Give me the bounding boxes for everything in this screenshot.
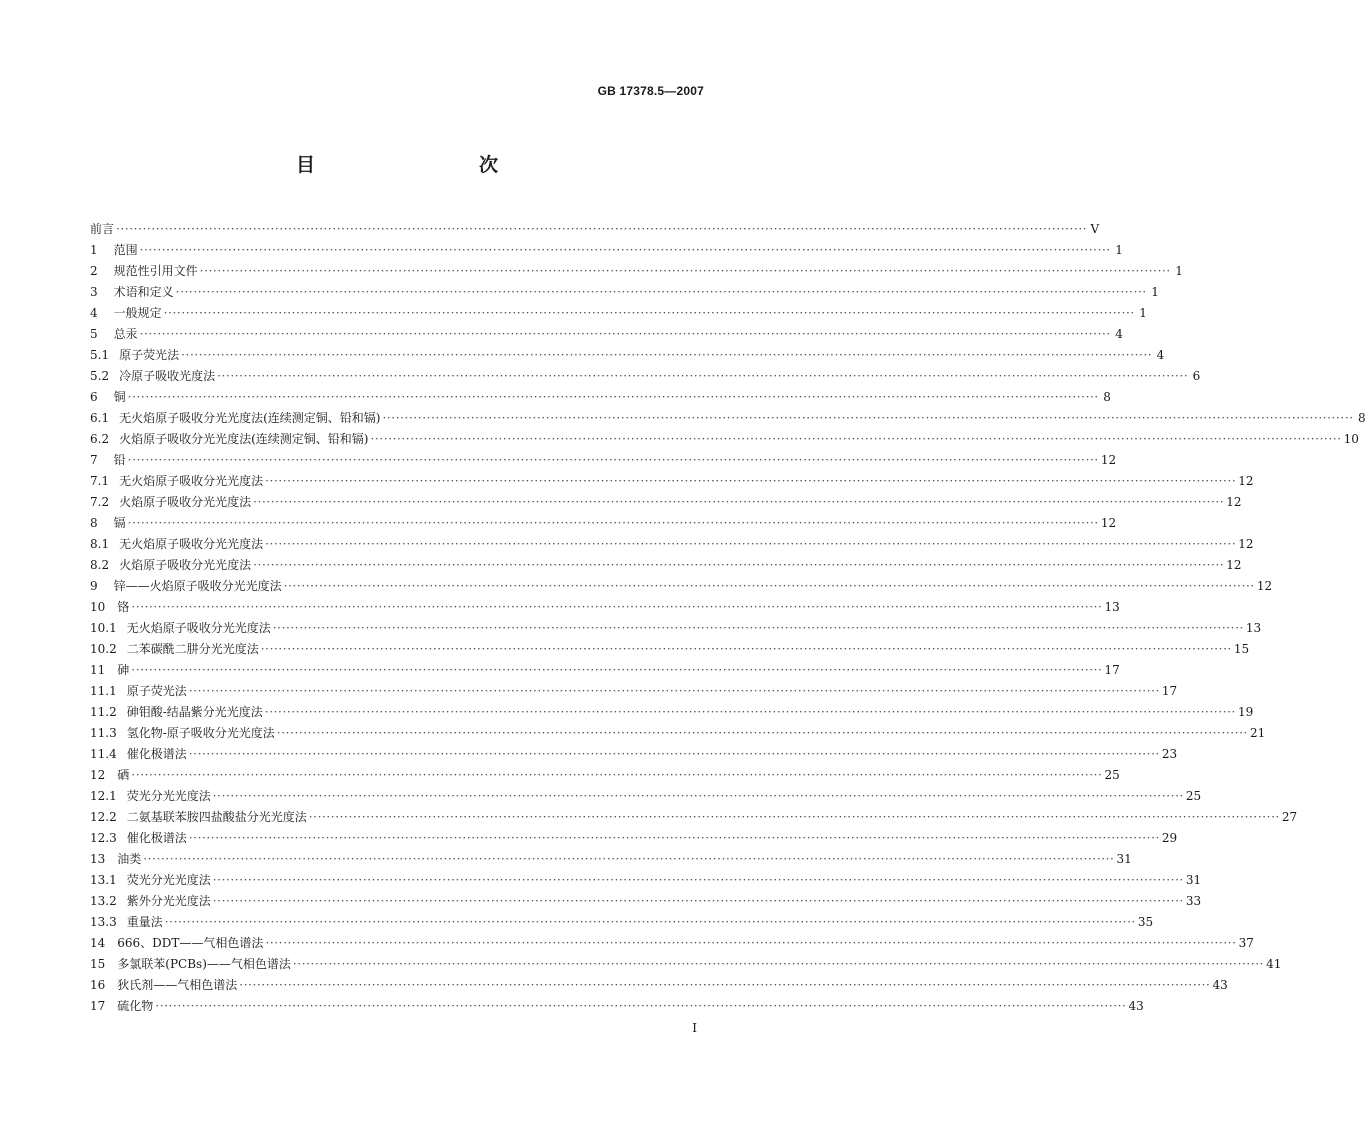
toc-entry[interactable] xyxy=(90,429,1359,450)
toc-entry-title: 无火焰原子吸收分光光度法 xyxy=(119,537,264,551)
toc-entry-number: 11 xyxy=(90,663,106,677)
toc-entry-number: 5.1 xyxy=(90,348,110,362)
toc-entry-title: 催化极谱法 xyxy=(126,831,187,845)
toc-leader-dots: ···························································································································································································································· xyxy=(212,789,1184,803)
toc-entry-number: 12.1 xyxy=(90,789,117,803)
toc-entry[interactable] xyxy=(90,849,1132,870)
toc-entry[interactable] xyxy=(90,576,1273,597)
toc-entry[interactable] xyxy=(90,891,1202,912)
toc-leader-dots: ···························································································································································································································· xyxy=(131,600,1103,614)
toc-entry[interactable] xyxy=(90,513,1117,534)
toc-entry-page: 8 xyxy=(1103,390,1111,404)
toc-leader-dots: ···························································································································································································································· xyxy=(127,390,1099,404)
toc-entry-number: 12.2 xyxy=(90,810,117,824)
toc-entry-number: 13.3 xyxy=(90,915,117,929)
toc-entry-number: 5 xyxy=(90,327,98,341)
toc-entry-title: 规范性引用文件 xyxy=(113,264,198,278)
toc-leader-dots: ···························································································································································································································· xyxy=(217,369,1189,383)
toc-leader-dots: ···························································································································································································································· xyxy=(127,516,1099,530)
toc-entry-page: 25 xyxy=(1104,768,1120,782)
toc-entry-title: 无火焰原子吸收分光光度法(连续测定铜、铅和镉) xyxy=(119,411,381,425)
toc-entry[interactable] xyxy=(90,534,1254,555)
toc-entry-title: 重量法 xyxy=(126,915,163,929)
toc-entry-page: 12 xyxy=(1238,537,1254,551)
toc-entry-title: 无火焰原子吸收分光光度法 xyxy=(126,621,271,635)
toc-entry-number: 10.2 xyxy=(90,642,117,656)
standard-code-header: GB 17378.5—2007 xyxy=(597,84,704,98)
toc-entry-page: 33 xyxy=(1185,894,1202,908)
toc-leader-dots: ···························································································································································································································· xyxy=(265,936,1237,950)
toc-entry[interactable] xyxy=(90,786,1202,807)
toc-leader-dots: ···························································································································································································································· xyxy=(163,306,1135,320)
toc-entry-number: 2 xyxy=(90,264,98,278)
toc-entry-page: 27 xyxy=(1281,810,1298,824)
toc-entry[interactable] xyxy=(90,702,1254,723)
toc-entry-page: 1 xyxy=(1151,285,1159,299)
toc-entry[interactable] xyxy=(90,828,1178,849)
toc-entry-page: 13 xyxy=(1104,600,1120,614)
toc-leader-dots: ···························································································································································································································· xyxy=(188,831,1160,845)
toc-leader-dots: ···························································································································································································································· xyxy=(265,537,1237,551)
toc-entry[interactable] xyxy=(90,807,1298,828)
toc-entry[interactable] xyxy=(90,387,1111,408)
toc-entry-title: 油类 xyxy=(117,852,142,866)
toc-entry[interactable] xyxy=(90,954,1282,975)
toc-entry-number: 15 xyxy=(90,957,106,971)
toc-entry-number: 7.2 xyxy=(90,495,110,509)
toc-entry-number: 6.2 xyxy=(90,432,110,446)
toc-entry[interactable] xyxy=(90,681,1178,702)
toc-entry-number: 8.1 xyxy=(90,537,110,551)
toc-entry-title: 多氯联苯(PCBs)——气相色谱法 xyxy=(117,957,291,971)
toc-entry-page: 37 xyxy=(1238,936,1254,950)
toc-entry-title: 硫化物 xyxy=(117,999,154,1013)
toc-entry[interactable] xyxy=(90,303,1147,324)
toc-entry-number: 10.1 xyxy=(90,621,117,635)
toc-entry-page: 4 xyxy=(1156,348,1165,362)
toc-entry[interactable] xyxy=(90,870,1202,891)
toc-leader-dots: ···························································································································································································································· xyxy=(116,222,1088,236)
toc-entry[interactable] xyxy=(90,660,1120,681)
toc-entry[interactable] xyxy=(90,471,1254,492)
toc-entry-title: 术语和定义 xyxy=(113,285,174,299)
toc-entry-page: 31 xyxy=(1116,852,1132,866)
toc-entry-number: 6.1 xyxy=(90,411,110,425)
toc-entry-title: 硒 xyxy=(117,768,130,782)
toc-entry-title: 砷 xyxy=(117,663,130,677)
toc-entry[interactable] xyxy=(90,723,1266,744)
toc-entry[interactable] xyxy=(90,639,1250,660)
toc-entry-title: 铅 xyxy=(113,453,126,467)
toc-entry-page: 29 xyxy=(1161,831,1178,845)
toc-entry[interactable] xyxy=(90,282,1159,303)
toc-entry-number: 4 xyxy=(90,306,98,320)
toc-entry-page: 4 xyxy=(1115,327,1123,341)
toc-leader-dots: ···························································································································································································································· xyxy=(264,705,1236,719)
toc-leader-dots: ···························································································································································································································· xyxy=(239,978,1211,992)
toc-entry-number: 13.1 xyxy=(90,873,117,887)
toc-entry-number: 8 xyxy=(90,516,98,530)
toc-entry-title: 荧光分光光度法 xyxy=(126,873,211,887)
toc-leader-dots: ···························································································································································································································· xyxy=(292,957,1265,971)
toc-entry[interactable] xyxy=(90,492,1242,513)
toc-leader-dots: ···························································································································································································································· xyxy=(370,432,1342,446)
toc-entry[interactable] xyxy=(90,450,1117,471)
toc-entry-title: 原子荧光法 xyxy=(126,684,187,698)
toc-leader-dots: ···························································································································································································································· xyxy=(276,726,1248,740)
toc-entry[interactable] xyxy=(90,912,1154,933)
toc-entry-number: 6 xyxy=(90,390,98,404)
toc-leader-dots: ···························································································································································································································· xyxy=(260,642,1232,656)
toc-entry-page: 12 xyxy=(1100,453,1117,467)
toc-entry-page: 1 xyxy=(1139,306,1147,320)
toc-entry-page: 43 xyxy=(1128,999,1144,1013)
toc-entry-number: 11.4 xyxy=(90,747,117,761)
toc-entry-number: 11.3 xyxy=(90,726,117,740)
toc-entry-page: 43 xyxy=(1212,978,1228,992)
toc-entry[interactable] xyxy=(90,324,1123,345)
toc-entry-number: 14 xyxy=(90,936,106,950)
toc-entry-page: 1 xyxy=(1175,264,1183,278)
toc-leader-dots: ···························································································································································································································· xyxy=(139,243,1111,257)
toc-leader-dots: ···························································································································································································································· xyxy=(265,474,1237,488)
toc-leader-dots: ···························································································································································································································· xyxy=(143,852,1115,866)
toc-entry-page: 31 xyxy=(1185,873,1202,887)
toc-entry-page: 12 xyxy=(1256,579,1273,593)
toc-leader-dots: ···························································································································································································································· xyxy=(127,453,1099,467)
toc-entry-number: 13 xyxy=(90,852,106,866)
toc-entry-number: 5.2 xyxy=(90,369,110,383)
toc-leader-dots: ···························································································································································································································· xyxy=(139,327,1111,341)
toc-entry-title: 一般规定 xyxy=(113,306,162,320)
toc-entry-page: 17 xyxy=(1104,663,1120,677)
toc-entry[interactable] xyxy=(90,261,1183,282)
toc-entry-number: 11.1 xyxy=(90,684,117,698)
toc-entry-page: 12 xyxy=(1238,474,1254,488)
toc-entry[interactable] xyxy=(90,366,1201,387)
toc-entry-title: 催化极谱法 xyxy=(126,747,187,761)
toc-entry-title: 无火焰原子吸收分光光度法 xyxy=(119,474,264,488)
toc-leader-dots: ···························································································································································································································· xyxy=(175,285,1147,299)
toc-entry[interactable] xyxy=(90,744,1178,765)
toc-entry-title: 666、DDT——气相色谱法 xyxy=(117,936,264,950)
toc-entry-page: 6 xyxy=(1192,369,1201,383)
toc-leader-dots: ···························································································································································································································· xyxy=(181,348,1153,362)
toc-leader-dots: ···························································································································································································································· xyxy=(188,747,1160,761)
toc-entry-title: 砷钼酸-结晶紫分光光度法 xyxy=(126,705,263,719)
toc-entry-number: 17 xyxy=(90,999,106,1013)
page-number: I xyxy=(692,1021,697,1035)
toc-entry-title: 二氨基联苯胺四盐酸盐分光光度法 xyxy=(126,810,307,824)
toc-entry[interactable] xyxy=(90,975,1228,996)
toc-entry-title: 冷原子吸收光度法 xyxy=(119,369,216,383)
toc-entry-number: 13.2 xyxy=(90,894,117,908)
toc-entry-page: 23 xyxy=(1161,747,1178,761)
toc-entry[interactable] xyxy=(90,240,1123,261)
toc-leader-dots: ···························································································································································································································· xyxy=(283,579,1255,593)
toc-entry-title: 总汞 xyxy=(113,327,138,341)
toc-entry-page: 1 xyxy=(1115,243,1123,257)
toc-entry-title: 氢化物-原子吸收分光光度法 xyxy=(126,726,275,740)
toc-entry-page: 15 xyxy=(1233,642,1250,656)
toc-leader-dots: ···························································································································································································································· xyxy=(253,495,1225,509)
toc-entry-number: 7.1 xyxy=(90,474,110,488)
toc-entry[interactable] xyxy=(90,345,1165,366)
toc-entry-title: 火焰原子吸收分光光度法(连续测定铜、铅和镉) xyxy=(119,432,369,446)
toc-entry-page: 8 xyxy=(1358,411,1366,425)
table-of-contents xyxy=(90,219,1366,1017)
toc-entry-page: 13 xyxy=(1245,621,1262,635)
toc-leader-dots: ···························································································································································································································· xyxy=(131,768,1103,782)
toc-entry-title: 镉 xyxy=(113,516,126,530)
toc-entry-number: 12.3 xyxy=(90,831,117,845)
toc-entry-page: 17 xyxy=(1161,684,1178,698)
toc-entry-title: 范围 xyxy=(113,243,138,257)
toc-entry-number: 1 xyxy=(90,243,98,257)
toc-leader-dots: ···························································································································································································································· xyxy=(382,411,1354,425)
toc-entry-page: 19 xyxy=(1237,705,1254,719)
toc-entry-title: 火焰原子吸收分光光度法 xyxy=(119,558,252,572)
toc-entry[interactable] xyxy=(90,219,1100,240)
toc-entry-number: 12 xyxy=(90,768,106,782)
toc-leader-dots: ···························································································································································································································· xyxy=(155,999,1127,1013)
toc-entry[interactable] xyxy=(90,996,1144,1017)
toc-entry-title: 铜 xyxy=(113,390,126,404)
toc-entry[interactable] xyxy=(90,765,1120,786)
toc-entry-number: 8.2 xyxy=(90,558,110,572)
toc-entry-number: 16 xyxy=(90,978,106,992)
toc-entry[interactable] xyxy=(90,618,1262,639)
toc-leader-dots: ···························································································································································································································· xyxy=(164,915,1136,929)
toc-entry-number: 7 xyxy=(90,453,98,467)
toc-entry-page: 25 xyxy=(1185,789,1202,803)
toc-leader-dots: ···························································································································································································································· xyxy=(188,684,1160,698)
page-title: 目 次 xyxy=(295,154,540,176)
toc-entry-title: 火焰原子吸收分光光度法 xyxy=(119,495,252,509)
toc-entry[interactable] xyxy=(90,555,1242,576)
toc-entry-page: 10 xyxy=(1343,432,1359,446)
toc-entry-title: 荧光分光光度法 xyxy=(126,789,211,803)
toc-entry[interactable] xyxy=(90,933,1254,954)
toc-entry-page: V xyxy=(1090,222,1100,236)
toc-entry-number: 10 xyxy=(90,600,106,614)
toc-leader-dots: ···························································································································································································································· xyxy=(253,558,1225,572)
toc-entry-page: 35 xyxy=(1137,915,1154,929)
toc-entry-page: 12 xyxy=(1226,495,1242,509)
toc-entry-page: 12 xyxy=(1226,558,1242,572)
toc-entry-title: 铬 xyxy=(117,600,130,614)
toc-entry-title: 二苯碳酰二肼分光光度法 xyxy=(126,642,259,656)
toc-entry-title: 锌——火焰原子吸收分光光度法 xyxy=(113,579,282,593)
toc-leader-dots: ···························································································································································································································· xyxy=(199,264,1171,278)
toc-leader-dots: ···························································································································································································································· xyxy=(308,810,1280,824)
toc-entry-title: 前言 xyxy=(90,222,115,236)
toc-entry-title: 原子荧光法 xyxy=(119,348,180,362)
toc-entry[interactable] xyxy=(90,408,1366,429)
toc-leader-dots: ···························································································································································································································· xyxy=(131,663,1103,677)
toc-entry[interactable] xyxy=(90,597,1120,618)
toc-entry-page: 12 xyxy=(1100,516,1117,530)
toc-entry-page: 41 xyxy=(1266,957,1282,971)
toc-leader-dots: ···························································································································································································································· xyxy=(272,621,1244,635)
toc-entry-number: 3 xyxy=(90,285,98,299)
toc-entry-title: 狄氏剂——气相色谱法 xyxy=(117,978,238,992)
toc-entry-page: 21 xyxy=(1249,726,1266,740)
toc-leader-dots: ···························································································································································································································· xyxy=(212,873,1184,887)
toc-entry-number: 9 xyxy=(90,579,98,593)
toc-entry-number: 11.2 xyxy=(90,705,117,719)
toc-leader-dots: ···························································································································································································································· xyxy=(212,894,1184,908)
toc-entry-title: 紫外分光光度法 xyxy=(126,894,211,908)
